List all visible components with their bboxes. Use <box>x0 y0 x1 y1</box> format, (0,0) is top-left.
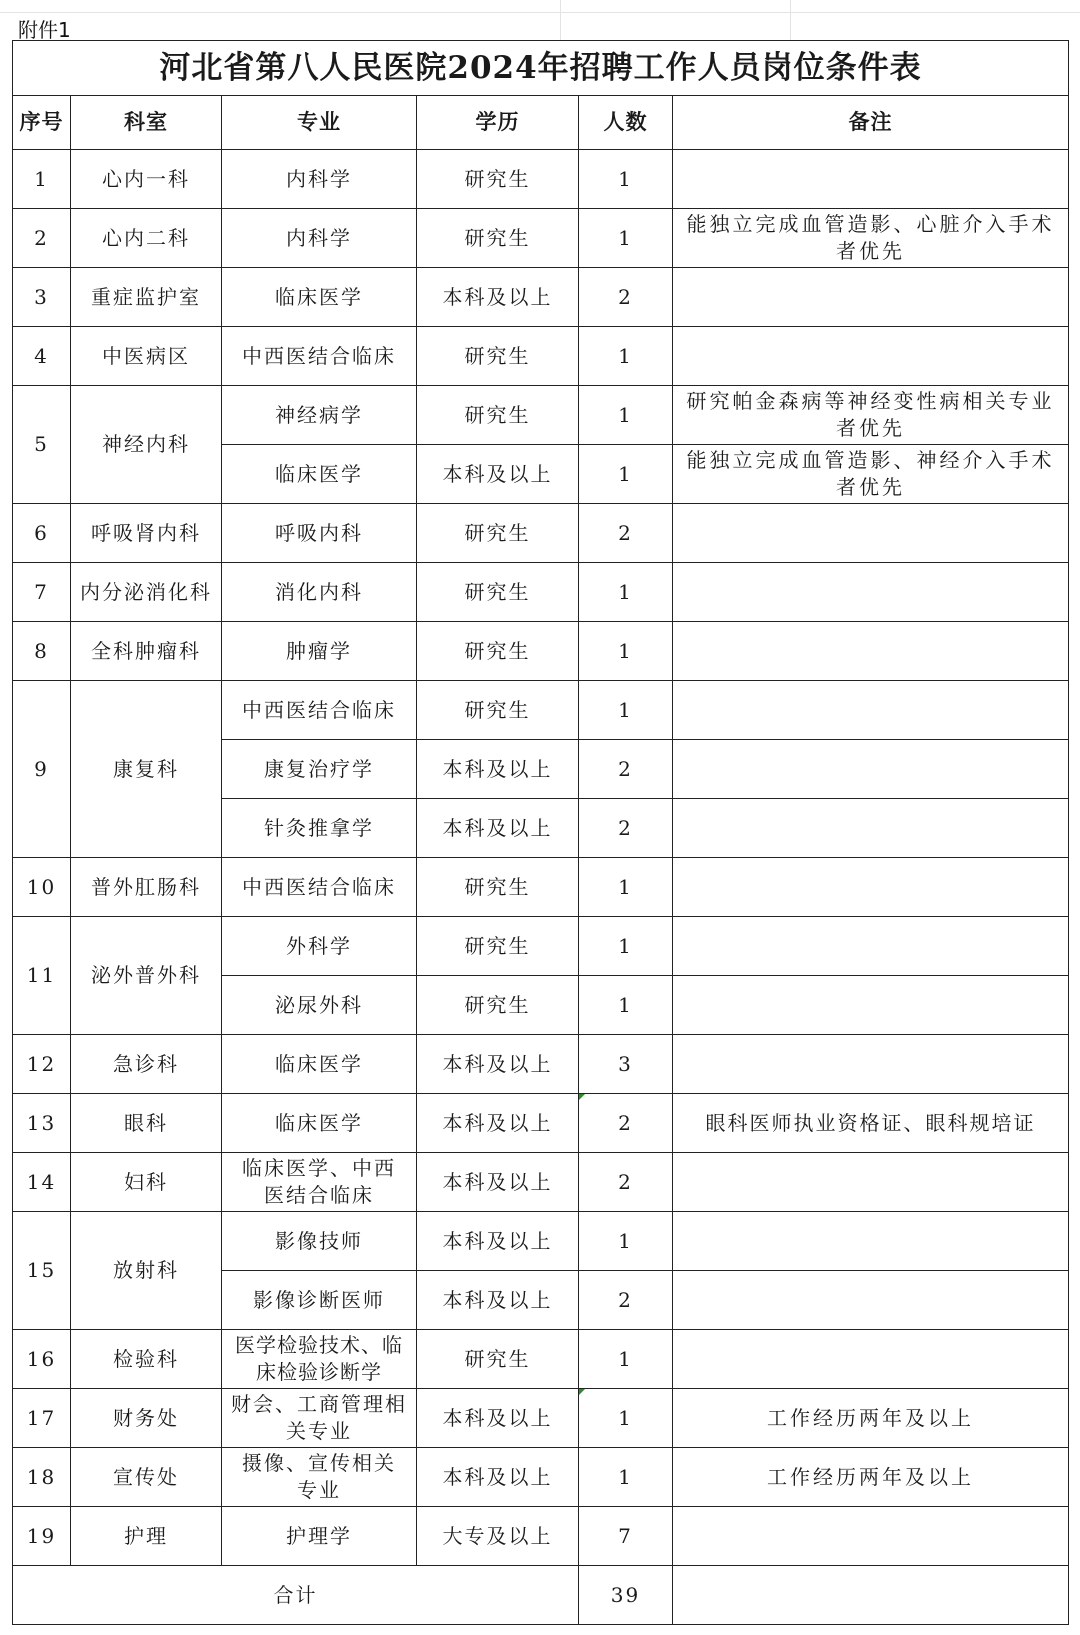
cell-count: 2 <box>579 1271 673 1330</box>
cell-count: 1 <box>579 150 673 209</box>
cell-count: 1 <box>579 917 673 976</box>
cell-major: 消化内科 <box>222 563 417 622</box>
cell-count: 3 <box>579 1035 673 1094</box>
cell-seq: 7 <box>13 563 71 622</box>
table-row <box>13 1153 1069 1212</box>
cell-edu: 本科及以上 <box>417 1271 579 1330</box>
cell-edu: 本科及以上 <box>417 1094 579 1153</box>
cell-edu: 本科及以上 <box>417 799 579 858</box>
cell-major: 影像诊断医师 <box>222 1271 417 1330</box>
cell-seq: 4 <box>13 327 71 386</box>
cell-dept: 普外肛肠科 <box>71 858 222 917</box>
cell-count: 2 <box>579 1153 673 1212</box>
cell-seq: 16 <box>13 1330 71 1389</box>
cell-major: 中西医结合临床 <box>222 681 417 740</box>
cell-edu: 研究生 <box>417 386 579 445</box>
header-dept: 科室 <box>71 96 222 150</box>
cell-edu: 研究生 <box>417 917 579 976</box>
cell-major: 临床医学 <box>222 1035 417 1094</box>
cell-edu: 研究生 <box>417 209 579 268</box>
cell-edu: 本科及以上 <box>417 445 579 504</box>
cell-edu: 研究生 <box>417 563 579 622</box>
cell-count: 1 <box>579 622 673 681</box>
cell-edu: 大专及以上 <box>417 1507 579 1566</box>
cell-major: 临床医学 <box>222 1094 417 1153</box>
cell-count: 1 <box>579 386 673 445</box>
cell-dept: 神经内科 <box>71 386 222 504</box>
cell-seq: 12 <box>13 1035 71 1094</box>
cell-seq: 6 <box>13 504 71 563</box>
cell-dept: 全科肿瘤科 <box>71 622 222 681</box>
cell-remark <box>673 1330 1069 1389</box>
cell-major: 临床医学、中西医结合临床 <box>222 1153 417 1212</box>
cell-dept: 眼科 <box>71 1094 222 1153</box>
cell-edu: 研究生 <box>417 504 579 563</box>
table-row <box>13 1507 1069 1566</box>
header-row <box>13 96 1069 150</box>
cell-dept: 心内二科 <box>71 209 222 268</box>
table-row <box>13 1330 1069 1389</box>
cell-edu: 本科及以上 <box>417 1448 579 1507</box>
position-requirements-table <box>12 40 1069 1625</box>
cell-count: 1 <box>579 1212 673 1271</box>
cell-edu: 本科及以上 <box>417 1035 579 1094</box>
table-row <box>13 1389 1069 1448</box>
table-row <box>13 150 1069 209</box>
cell-count: 1 <box>579 563 673 622</box>
cell-major: 外科学 <box>222 917 417 976</box>
cell-remark <box>673 268 1069 327</box>
cell-count: 1 <box>579 327 673 386</box>
cell-count: 1 <box>579 1330 673 1389</box>
cell-major: 针灸推拿学 <box>222 799 417 858</box>
cell-major: 肿瘤学 <box>222 622 417 681</box>
cell-dept: 护理 <box>71 1507 222 1566</box>
cell-count: 1 <box>579 1448 673 1507</box>
cell-seq: 19 <box>13 1507 71 1566</box>
cell-dept: 泌外普外科 <box>71 917 222 1035</box>
cell-count: 1 <box>579 445 673 504</box>
header-major: 专业 <box>222 96 417 150</box>
cell-remark: 工作经历两年及以上 <box>673 1448 1069 1507</box>
cell-remark <box>673 1507 1069 1566</box>
cell-note-marker <box>579 1389 585 1395</box>
table-row <box>13 504 1069 563</box>
cell-count: 2 <box>579 268 673 327</box>
total-row <box>13 1566 1069 1625</box>
cell-count: 2 <box>579 504 673 563</box>
cell-remark <box>673 1153 1069 1212</box>
cell-dept: 急诊科 <box>71 1035 222 1094</box>
cell-edu: 本科及以上 <box>417 1212 579 1271</box>
header-remark: 备注 <box>673 96 1069 150</box>
cell-major: 临床医学 <box>222 268 417 327</box>
cell-remark: 研究帕金森病等神经变性病相关专业者优先 <box>673 386 1069 445</box>
table-row <box>13 1448 1069 1507</box>
cell-major: 摄像、宣传相关专业 <box>222 1448 417 1507</box>
cell-seq: 13 <box>13 1094 71 1153</box>
cell-remark <box>673 917 1069 976</box>
sheet-gridline <box>0 12 1080 13</box>
cell-seq: 2 <box>13 209 71 268</box>
cell-major: 中西医结合临床 <box>222 858 417 917</box>
cell-dept: 呼吸肾内科 <box>71 504 222 563</box>
cell-remark <box>673 858 1069 917</box>
cell-remark <box>673 1212 1069 1271</box>
cell-remark: 工作经历两年及以上 <box>673 1389 1069 1448</box>
cell-seq: 3 <box>13 268 71 327</box>
cell-count: 1 <box>579 858 673 917</box>
cell-major: 临床医学 <box>222 445 417 504</box>
cell-seq: 10 <box>13 858 71 917</box>
cell-edu: 本科及以上 <box>417 740 579 799</box>
cell-seq: 15 <box>13 1212 71 1330</box>
cell-seq: 9 <box>13 681 71 858</box>
cell-edu: 研究生 <box>417 150 579 209</box>
cell-count: 1 <box>579 976 673 1035</box>
cell-dept: 放射科 <box>71 1212 222 1330</box>
table-title: 河北省第八人民医院2024年招聘工作人员岗位条件表 <box>13 41 1069 96</box>
table-row <box>13 1094 1069 1153</box>
cell-major: 内科学 <box>222 209 417 268</box>
cell-major: 神经病学 <box>222 386 417 445</box>
cell-remark <box>673 1035 1069 1094</box>
cell-major: 医学检验技术、临床检验诊断学 <box>222 1330 417 1389</box>
cell-count: 7 <box>579 1507 673 1566</box>
cell-remark: 能独立完成血管造影、心脏介入手术者优先 <box>673 209 1069 268</box>
cell-edu: 研究生 <box>417 622 579 681</box>
cell-remark <box>673 976 1069 1035</box>
cell-remark: 眼科医师执业资格证、眼科规培证 <box>673 1094 1069 1153</box>
cell-remark <box>673 327 1069 386</box>
cell-count: 1 <box>579 209 673 268</box>
cell-count: 1 <box>579 681 673 740</box>
cell-dept: 中医病区 <box>71 327 222 386</box>
cell-dept: 妇科 <box>71 1153 222 1212</box>
cell-dept: 康复科 <box>71 681 222 858</box>
cell-remark <box>673 740 1069 799</box>
cell-seq: 1 <box>13 150 71 209</box>
cell-edu: 研究生 <box>417 976 579 1035</box>
cell-remark <box>673 681 1069 740</box>
cell-remark: 能独立完成血管造影、神经介入手术者优先 <box>673 445 1069 504</box>
table-row <box>13 386 1069 445</box>
cell-note-marker <box>579 1094 585 1100</box>
header-count: 人数 <box>579 96 673 150</box>
cell-seq: 18 <box>13 1448 71 1507</box>
cell-edu: 本科及以上 <box>417 1389 579 1448</box>
cell-edu: 研究生 <box>417 327 579 386</box>
table-row <box>13 327 1069 386</box>
table-row <box>13 858 1069 917</box>
cell-major: 内科学 <box>222 150 417 209</box>
cell-edu: 研究生 <box>417 1330 579 1389</box>
sheet-gridline <box>790 0 791 40</box>
header-edu: 学历 <box>417 96 579 150</box>
cell-major: 财会、工商管理相关专业 <box>222 1389 417 1448</box>
cell-remark <box>673 563 1069 622</box>
cell-major: 泌尿外科 <box>222 976 417 1035</box>
table-row <box>13 268 1069 327</box>
attachment-label: 附件1 <box>18 18 71 42</box>
table-row <box>13 622 1069 681</box>
cell-remark <box>673 150 1069 209</box>
cell-dept: 重症监护室 <box>71 268 222 327</box>
cell-remark <box>673 1271 1069 1330</box>
table-row <box>13 681 1069 740</box>
cell-remark <box>673 504 1069 563</box>
cell-edu: 研究生 <box>417 681 579 740</box>
cell-remark <box>673 622 1069 681</box>
cell-count: 2 <box>579 740 673 799</box>
header-seq: 序号 <box>13 96 71 150</box>
table-row <box>13 1212 1069 1271</box>
total-remark <box>673 1566 1069 1625</box>
total-label: 合计 <box>13 1566 579 1625</box>
cell-remark <box>673 799 1069 858</box>
cell-seq: 17 <box>13 1389 71 1448</box>
cell-edu: 研究生 <box>417 858 579 917</box>
cell-seq: 11 <box>13 917 71 1035</box>
cell-major: 中西医结合临床 <box>222 327 417 386</box>
cell-edu: 本科及以上 <box>417 268 579 327</box>
table-row <box>13 917 1069 976</box>
cell-dept: 财务处 <box>71 1389 222 1448</box>
table-row <box>13 563 1069 622</box>
cell-dept: 内分泌消化科 <box>71 563 222 622</box>
cell-seq: 14 <box>13 1153 71 1212</box>
cell-edu: 本科及以上 <box>417 1153 579 1212</box>
cell-count: 2 <box>579 1094 673 1153</box>
cell-seq: 5 <box>13 386 71 504</box>
cell-dept: 心内一科 <box>71 150 222 209</box>
sheet-gridline <box>560 0 561 40</box>
cell-count: 2 <box>579 799 673 858</box>
cell-count: 1 <box>579 1389 673 1448</box>
table-row <box>13 1035 1069 1094</box>
table-row <box>13 209 1069 268</box>
cell-seq: 8 <box>13 622 71 681</box>
cell-dept: 检验科 <box>71 1330 222 1389</box>
cell-major: 影像技师 <box>222 1212 417 1271</box>
cell-dept: 宣传处 <box>71 1448 222 1507</box>
total-count: 39 <box>579 1566 673 1625</box>
cell-major: 康复治疗学 <box>222 740 417 799</box>
cell-major: 护理学 <box>222 1507 417 1566</box>
cell-major: 呼吸内科 <box>222 504 417 563</box>
